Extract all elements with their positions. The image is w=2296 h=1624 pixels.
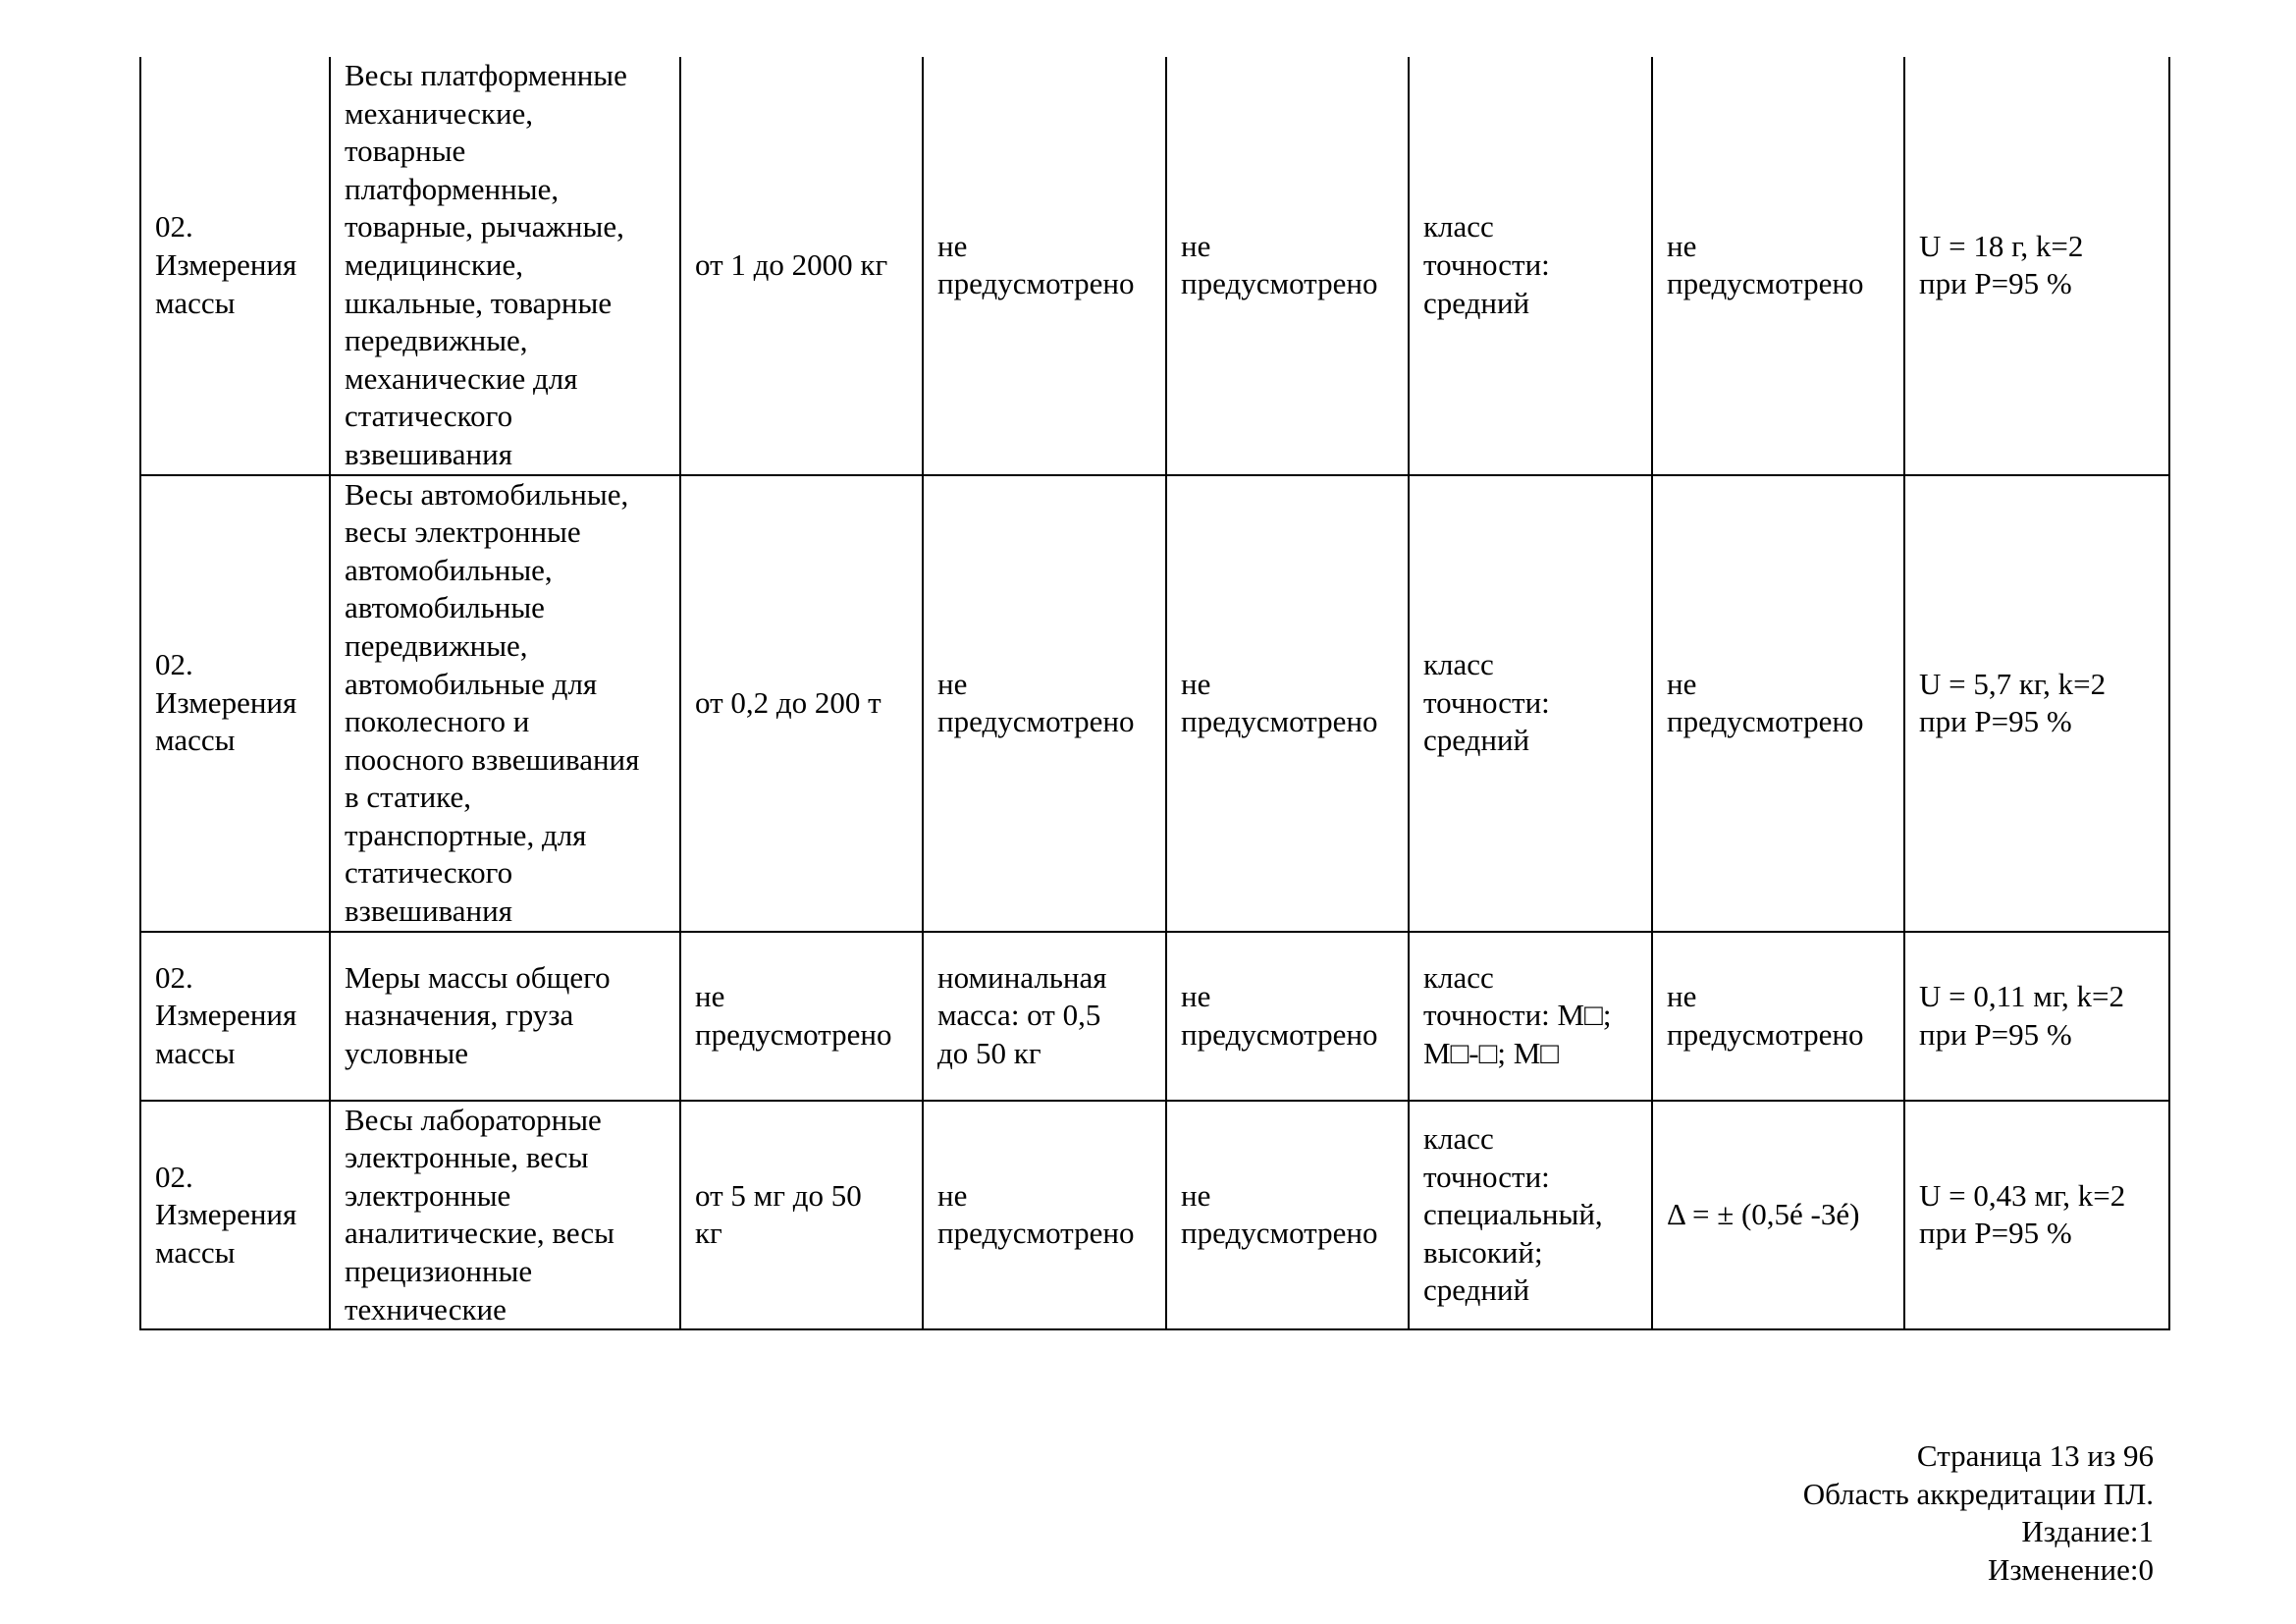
nominal-value-cell: номинальная масса: от 0,5 до 50 кг — [923, 932, 1166, 1101]
accreditation-scope-table — [139, 57, 2170, 1330]
change-label: Изменение:0 — [1988, 1551, 2154, 1587]
table-row — [140, 1101, 2169, 1330]
range-cell: от 0,2 до 200 т — [680, 475, 923, 932]
instrument-cell: Весы лабораторные электронные, весы электронные аналитические, весы прецизионные технические — [330, 1101, 680, 1330]
nominal-value-cell: не предусмотрено — [923, 1101, 1166, 1330]
instrument-cell: Меры массы общего назначения, груза условные — [330, 932, 680, 1101]
measurement-area-cell: 02. Измерения массы — [140, 475, 330, 932]
error-limit-cell: не предусмотрено — [1652, 475, 1904, 932]
instrument-cell: Весы платформенные механические, товарные платформенные, товарные, рычажные, медицинские, шкальные, товарные передвижные, механические для статического взвешивания — [330, 57, 680, 475]
edition-label: Издание:1 — [2021, 1514, 2154, 1548]
uncertainty-cell: U = 0,11 мг, k=2 при Р=95 % — [1904, 932, 2169, 1101]
error-limit-cell: Δ = ± (0,5é -3é) — [1652, 1101, 1904, 1330]
accuracy-class-cell: класс точности: M□; M□-□; M□ — [1409, 932, 1652, 1101]
column-5-cell: не предусмотрено — [1166, 475, 1409, 932]
table-row — [140, 57, 2169, 475]
accuracy-class-cell: класс точности: специальный, высокий; средний — [1409, 1101, 1652, 1330]
measurement-area-cell: 02. Измерения массы — [140, 1101, 330, 1330]
error-limit-cell: не предусмотрено — [1652, 932, 1904, 1101]
range-cell: от 5 мг до 50 кг — [680, 1101, 923, 1330]
document-title: Область аккредитации ПЛ. — [1802, 1476, 2154, 1511]
error-limit-cell: не предусмотрено — [1652, 57, 1904, 475]
column-5-cell: не предусмотрено — [1166, 932, 1409, 1101]
measurement-area-cell: 02. Измерения массы — [140, 57, 330, 475]
page-number: Страница 13 из 96 — [1916, 1438, 2154, 1473]
uncertainty-cell: U = 5,7 кг, k=2 при Р=95 % — [1904, 475, 2169, 932]
nominal-value-cell: не предусмотрено — [923, 475, 1166, 932]
range-cell: от 1 до 2000 кг — [680, 57, 923, 475]
table-row — [140, 475, 2169, 932]
column-5-cell: не предусмотрено — [1166, 1101, 1409, 1330]
accuracy-class-cell: класс точности: средний — [1409, 475, 1652, 932]
instrument-cell: Весы автомобильные, весы электронные автомобильные, автомобильные передвижные, автомобильные для поколесного и поосного взвешивания в статике, транспортные, для статического взвешивания — [330, 475, 680, 932]
page-footer — [1803, 1437, 2154, 1589]
uncertainty-cell: U = 18 г, k=2 при Р=95 % — [1904, 57, 2169, 475]
accuracy-class-cell: класс точности: средний — [1409, 57, 1652, 475]
table-row — [140, 932, 2169, 1101]
uncertainty-cell: U = 0,43 мг, k=2 при Р=95 % — [1904, 1101, 2169, 1330]
measurement-area-cell: 02. Измерения массы — [140, 932, 330, 1101]
column-5-cell: не предусмотрено — [1166, 57, 1409, 475]
nominal-value-cell: не предусмотрено — [923, 57, 1166, 475]
range-cell: не предусмотрено — [680, 932, 923, 1101]
